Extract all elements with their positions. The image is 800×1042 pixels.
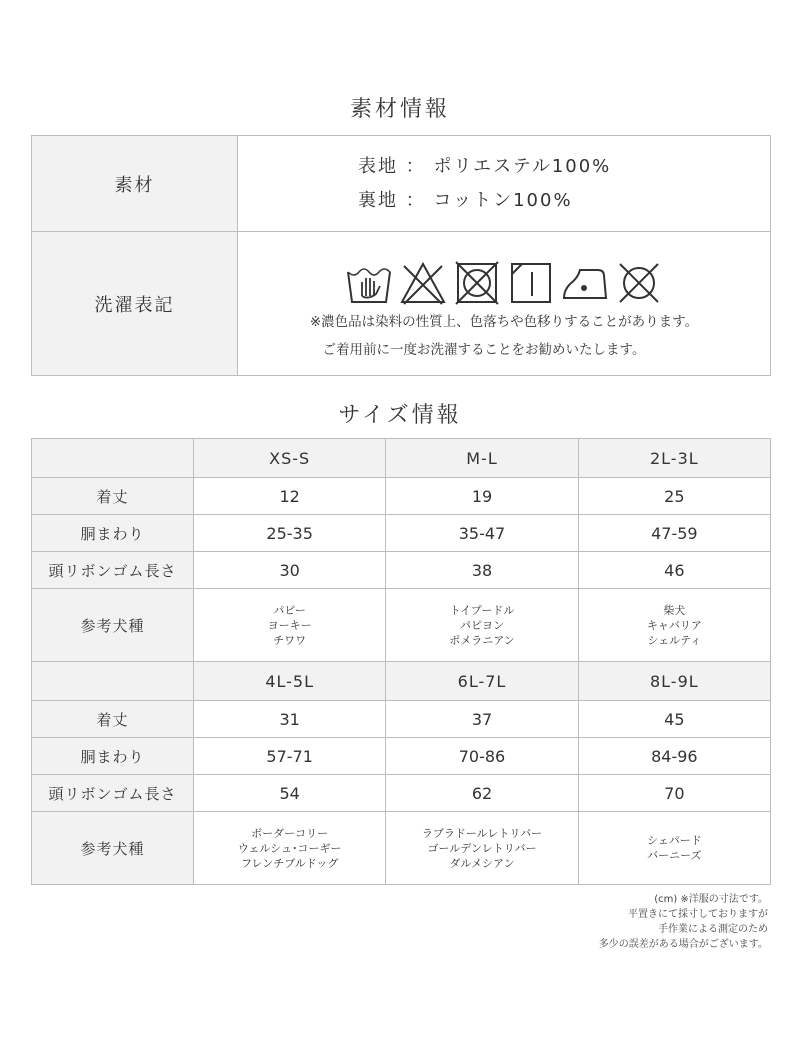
no-tumble-dry-icon xyxy=(452,258,502,308)
header-blank xyxy=(32,662,194,701)
breed-name: トイプードル xyxy=(449,603,515,617)
care-cell xyxy=(238,232,771,376)
no-bleach-icon xyxy=(398,258,448,308)
footnote-line: 多少の誤差がある場合がございます。 xyxy=(598,939,768,950)
ribbon-value: 70 xyxy=(578,775,770,812)
breed-name: ゴールデンレトリバー xyxy=(427,841,537,855)
material-table xyxy=(31,135,771,376)
girth-value: 57-71 xyxy=(194,738,386,775)
girth-value: 35-47 xyxy=(386,515,578,552)
breed-name: シェパード xyxy=(646,834,702,847)
ribbon-value: 62 xyxy=(386,775,578,812)
size-label: 4L-5L xyxy=(194,662,386,701)
row-label-girth: 胴まわり xyxy=(32,515,194,552)
breed-name: ダルメシアン xyxy=(449,856,515,870)
size-label: M-L xyxy=(386,439,578,478)
breed-name: ボーダーコリー xyxy=(251,826,329,840)
breed-name: チワワ xyxy=(273,633,307,647)
material-label: 素材 xyxy=(32,136,238,232)
breed-cell xyxy=(386,812,578,885)
no-dry-clean-icon xyxy=(614,258,664,308)
length-value: 25 xyxy=(578,478,770,515)
length-row xyxy=(32,701,771,738)
girth-value: 25-35 xyxy=(194,515,386,552)
material-heading: 素材情報 xyxy=(349,97,450,122)
breed-cell xyxy=(386,589,578,662)
breed-cell xyxy=(194,812,386,885)
breeds-row xyxy=(32,589,771,662)
care-note-line-1: ※濃色品は染料の性質上、色落ちや色移りすることがあります。 xyxy=(309,313,699,330)
ribbon-value: 30 xyxy=(194,552,386,589)
breed-name: シェルティ xyxy=(647,633,702,647)
breed-name: ラブラドールレトリバー xyxy=(421,826,543,840)
breed-cell xyxy=(578,589,770,662)
row-label-ribbon: 頭リボンゴム長さ xyxy=(32,775,194,812)
breed-name: フレンチブルドッグ xyxy=(240,856,339,870)
length-value: 45 xyxy=(578,701,770,738)
breed-name: パピヨン xyxy=(459,618,504,632)
ribbon-row xyxy=(32,552,771,589)
length-value: 19 xyxy=(386,478,578,515)
size-header-row xyxy=(32,439,771,478)
breed-name: キャバリア xyxy=(646,618,702,632)
length-value: 37 xyxy=(386,701,578,738)
fabric-cell xyxy=(238,136,771,232)
ribbon-row xyxy=(32,775,771,812)
breed-name: ポメラニアン xyxy=(449,633,515,647)
ribbon-value: 54 xyxy=(194,775,386,812)
care-icons xyxy=(238,244,770,308)
size-table xyxy=(31,438,771,885)
ribbon-value: 46 xyxy=(578,552,770,589)
footnote-line: (cm) ※洋服の寸法です。 xyxy=(654,894,768,905)
size-label: 6L-7L xyxy=(386,662,578,701)
footnote-line: 手作業による測定のため xyxy=(658,924,768,935)
breed-cell xyxy=(194,589,386,662)
length-row xyxy=(32,478,771,515)
breed-name: バーニーズ xyxy=(647,849,702,862)
girth-row xyxy=(32,515,771,552)
line-dry-shade-icon xyxy=(506,258,556,308)
size-header-row xyxy=(32,662,771,701)
header-blank xyxy=(32,439,194,478)
size-heading: サイズ情報 xyxy=(338,403,462,428)
row-label-ribbon: 頭リボンゴム長さ xyxy=(32,552,194,589)
footnote-line: 平置きにて採寸しておりますが xyxy=(628,909,768,920)
breed-name: ヨーキー xyxy=(267,618,312,632)
size-label: XS-S xyxy=(194,439,386,478)
breed-name: 柴犬 xyxy=(663,603,686,617)
breed-name: ウェルシュ･コーギー xyxy=(237,841,342,855)
ribbon-value: 38 xyxy=(386,552,578,589)
care-note xyxy=(238,308,770,364)
row-label-girth: 胴まわり xyxy=(32,738,194,775)
length-value: 12 xyxy=(194,478,386,515)
care-label: 洗濯表記 xyxy=(32,232,238,376)
breeds-row xyxy=(32,812,771,885)
girth-value: 84-96 xyxy=(578,738,770,775)
row-label-length: 着丈 xyxy=(32,701,194,738)
girth-value: 70-86 xyxy=(386,738,578,775)
row-label-breeds: 参考犬種 xyxy=(32,812,194,885)
row-label-breeds: 参考犬種 xyxy=(32,589,194,662)
row-label-length: 着丈 xyxy=(32,478,194,515)
size-footnote xyxy=(599,892,768,952)
low-iron-icon xyxy=(560,258,610,308)
breed-cell xyxy=(578,812,770,885)
hand-wash-icon xyxy=(344,258,394,308)
size-label: 2L-3L xyxy=(578,439,770,478)
girth-row xyxy=(32,738,771,775)
care-note-line-2: ご着用前に一度お洗濯することをお勧めいたします。 xyxy=(322,341,646,358)
girth-value: 47-59 xyxy=(578,515,770,552)
length-value: 31 xyxy=(194,701,386,738)
size-label: 8L-9L xyxy=(578,662,770,701)
lining-fabric: 裏地 ： コットン100% xyxy=(358,189,573,211)
breed-name: パピー xyxy=(273,603,306,617)
outer-fabric: 表地 ： ポリエステル100% xyxy=(358,155,612,177)
